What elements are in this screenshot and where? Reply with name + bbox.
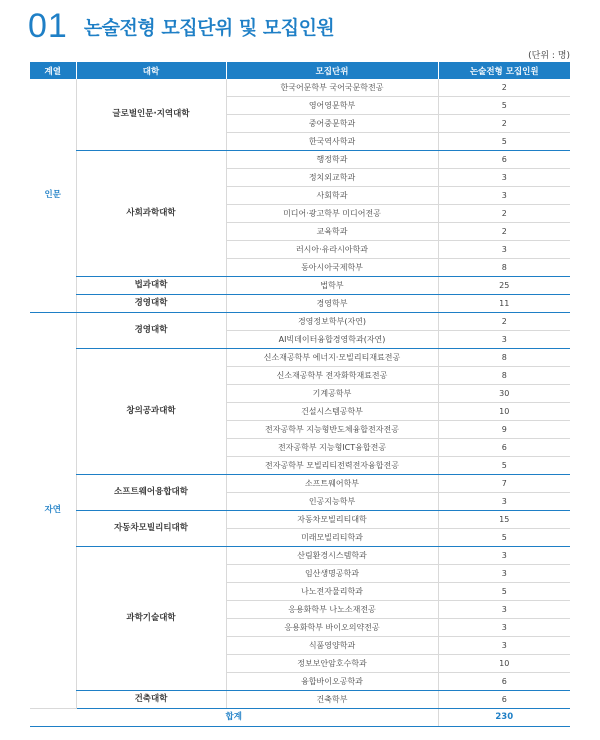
count-cell: 3 bbox=[438, 547, 570, 565]
unit-cell: 건설시스템공학부 bbox=[226, 403, 438, 421]
unit-cell: 교육학과 bbox=[226, 223, 438, 241]
count-cell: 15 bbox=[438, 511, 570, 529]
table-row bbox=[30, 151, 570, 169]
count-cell: 3 bbox=[438, 187, 570, 205]
unit-cell: 건축학부 bbox=[226, 691, 438, 709]
count-cell: 3 bbox=[438, 601, 570, 619]
unit-cell: 전자공학부 지능형반도체융합전자전공 bbox=[226, 421, 438, 439]
unit-cell: 신소재공학부 에너지·모빌리티재료전공 bbox=[226, 349, 438, 367]
count-cell: 7 bbox=[438, 475, 570, 493]
table-row bbox=[30, 295, 570, 313]
count-cell: 6 bbox=[438, 151, 570, 169]
count-cell: 2 bbox=[438, 79, 570, 97]
unit-cell: 정치외교학과 bbox=[226, 169, 438, 187]
header-count: 논술전형 모집인원 bbox=[438, 62, 570, 79]
count-cell: 5 bbox=[438, 529, 570, 547]
unit-cell: 식품영양학과 bbox=[226, 637, 438, 655]
page-title: 논술전형 모집단위 및 모집인원 bbox=[83, 16, 335, 39]
table-row bbox=[30, 475, 570, 493]
unit-cell: 산림환경시스템학과 bbox=[226, 547, 438, 565]
count-cell: 3 bbox=[438, 493, 570, 511]
count-cell: 3 bbox=[438, 619, 570, 637]
unit-cell: 인공지능학부 bbox=[226, 493, 438, 511]
unit-cell: 한국역사학과 bbox=[226, 133, 438, 151]
count-cell: 5 bbox=[438, 457, 570, 475]
table-row bbox=[30, 79, 570, 97]
table-header-row bbox=[30, 62, 570, 79]
header-unit: 모집단위 bbox=[226, 62, 438, 79]
count-cell: 25 bbox=[438, 277, 570, 295]
field-cell: 자연 bbox=[30, 313, 76, 709]
total-row bbox=[30, 709, 570, 727]
college-cell: 소프트웨어융합대학 bbox=[76, 475, 226, 511]
table-row bbox=[30, 691, 570, 709]
unit-cell: 미디어·광고학부 미디어전공 bbox=[226, 205, 438, 223]
college-cell: 경영대학 bbox=[76, 295, 226, 313]
college-cell: 법과대학 bbox=[76, 277, 226, 295]
page-header bbox=[28, 6, 334, 46]
field-cell: 인문 bbox=[30, 79, 76, 313]
table-row bbox=[30, 511, 570, 529]
table-row bbox=[30, 313, 570, 331]
count-cell: 3 bbox=[438, 565, 570, 583]
count-cell: 9 bbox=[438, 421, 570, 439]
unit-cell: 러시아·유라시아학과 bbox=[226, 241, 438, 259]
unit-cell: 응용화학부 바이오의약전공 bbox=[226, 619, 438, 637]
table-body bbox=[30, 79, 570, 727]
header-college: 대학 bbox=[76, 62, 226, 79]
count-cell: 5 bbox=[438, 97, 570, 115]
count-cell: 8 bbox=[438, 259, 570, 277]
unit-cell: 사회학과 bbox=[226, 187, 438, 205]
unit-cell: 자동차모빌리티대학 bbox=[226, 511, 438, 529]
college-cell: 과학기술대학 bbox=[76, 547, 226, 691]
count-cell: 6 bbox=[438, 673, 570, 691]
count-cell: 2 bbox=[438, 115, 570, 133]
unit-cell: 경영정보학부(자연) bbox=[226, 313, 438, 331]
count-cell: 6 bbox=[438, 691, 570, 709]
count-cell: 3 bbox=[438, 241, 570, 259]
unit-cell: 기계공학부 bbox=[226, 385, 438, 403]
unit-cell: 정보보안암호수학과 bbox=[226, 655, 438, 673]
unit-cell: 행정학과 bbox=[226, 151, 438, 169]
unit-cell: 법학부 bbox=[226, 277, 438, 295]
count-cell: 5 bbox=[438, 133, 570, 151]
unit-cell: 동아시아국제학부 bbox=[226, 259, 438, 277]
unit-cell: 중어중문학과 bbox=[226, 115, 438, 133]
count-cell: 3 bbox=[438, 331, 570, 349]
college-cell: 경영대학 bbox=[76, 313, 226, 349]
unit-note: (단위 : 명) bbox=[528, 51, 570, 61]
unit-cell: 임산생명공학과 bbox=[226, 565, 438, 583]
table-row bbox=[30, 349, 570, 367]
count-cell: 2 bbox=[438, 205, 570, 223]
college-cell: 글로벌인문·지역대학 bbox=[76, 79, 226, 151]
college-cell: 건축대학 bbox=[76, 691, 226, 709]
admission-table bbox=[30, 62, 570, 727]
unit-cell: 한국어문학부 국어국문학전공 bbox=[226, 79, 438, 97]
count-cell: 2 bbox=[438, 313, 570, 331]
college-cell: 자동차모빌리티대학 bbox=[76, 511, 226, 547]
count-cell: 3 bbox=[438, 169, 570, 187]
unit-cell: 경영학부 bbox=[226, 295, 438, 313]
unit-cell: 전자공학부 지능형ICT융합전공 bbox=[226, 439, 438, 457]
unit-cell: 융합바이오공학과 bbox=[226, 673, 438, 691]
unit-cell: 영어영문학부 bbox=[226, 97, 438, 115]
count-cell: 8 bbox=[438, 349, 570, 367]
count-cell: 11 bbox=[438, 295, 570, 313]
unit-cell: 미래모빌리티학과 bbox=[226, 529, 438, 547]
count-cell: 3 bbox=[438, 637, 570, 655]
unit-cell: 전자공학부 모빌리티전력전자융합전공 bbox=[226, 457, 438, 475]
college-cell: 창의공과대학 bbox=[76, 349, 226, 475]
unit-cell: 신소재공학부 전자화학재료전공 bbox=[226, 367, 438, 385]
count-cell: 2 bbox=[438, 223, 570, 241]
table-row bbox=[30, 277, 570, 295]
unit-cell: AI빅데이터융합경영학과(자연) bbox=[226, 331, 438, 349]
section-number: 01 bbox=[28, 6, 68, 45]
unit-cell: 응용화학부 나노소재전공 bbox=[226, 601, 438, 619]
college-cell: 사회과학대학 bbox=[76, 151, 226, 277]
total-count: 230 bbox=[438, 709, 570, 727]
count-cell: 30 bbox=[438, 385, 570, 403]
count-cell: 10 bbox=[438, 655, 570, 673]
unit-cell: 소프트웨어학부 bbox=[226, 475, 438, 493]
table-row bbox=[30, 547, 570, 565]
count-cell: 10 bbox=[438, 403, 570, 421]
count-cell: 6 bbox=[438, 439, 570, 457]
count-cell: 8 bbox=[438, 367, 570, 385]
header-field: 계열 bbox=[30, 62, 76, 79]
count-cell: 5 bbox=[438, 583, 570, 601]
total-label: 합계 bbox=[30, 709, 438, 727]
unit-cell: 나노전자물리학과 bbox=[226, 583, 438, 601]
